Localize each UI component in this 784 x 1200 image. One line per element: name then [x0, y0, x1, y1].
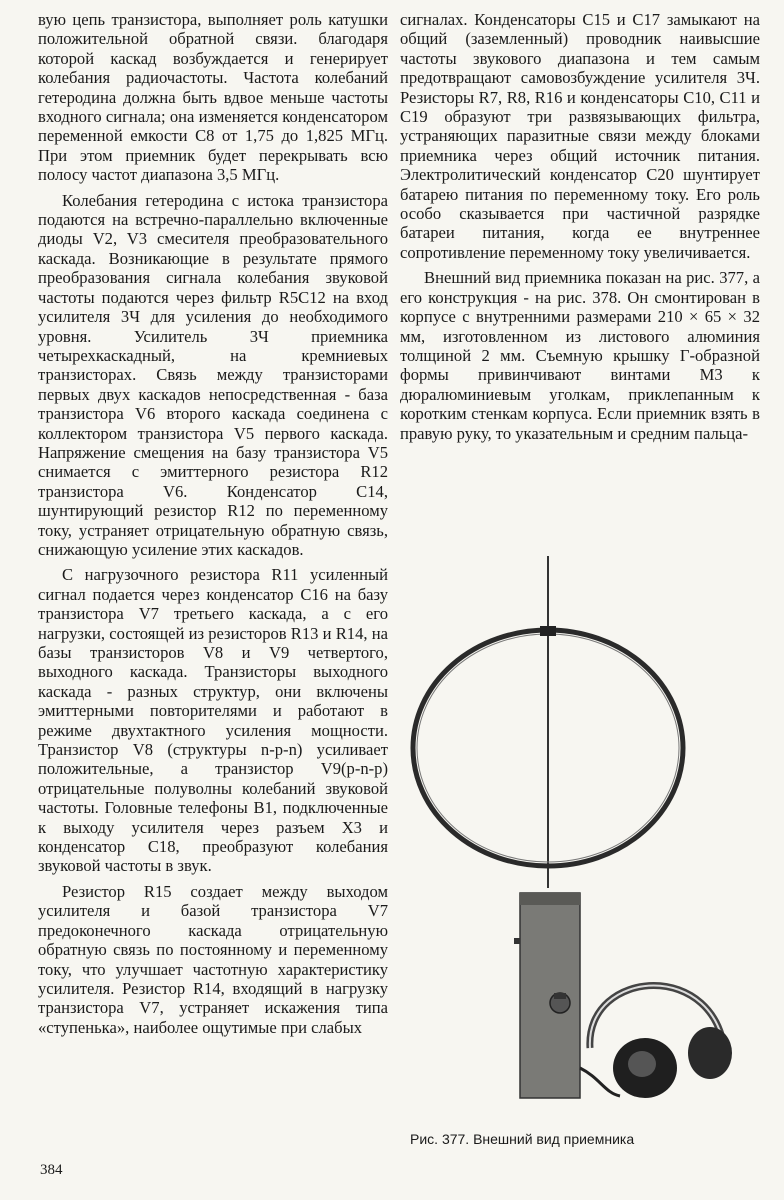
- paragraph: С нагрузочного резистора R11 усиленный сигнал подается через конденсатор С16 на базу транзистора V7 третьего каскада, а с его нагрузки, состоящей из резисторов R13 и R14, на базы транзисторов V8 и V9 четвертого, выходного каскада. Транзисторы выходного каскада - разных структур, они включены эмиттерными повторителями и работают в режиме двухтактного усиления мощности. Транзистор V8 (структуры n-p-n) усиливает положительные, а транзистор V9(p-n-p) отрицательные полуволны колебаний звуковой частоты. Головные телефоны В1, подключенные к выходу усилителя через разъем Х3 и конденсатор С18, преобразуют колебания звуковой частоты в звук.: [38, 565, 388, 876]
- left-column: [38, 10, 388, 1043]
- receiver-illustration: [400, 548, 770, 1123]
- right-column: [400, 10, 760, 449]
- paragraph: Внешний вид приемника показан на рис. 377, а его конструкция - на рис. 378. Он смонтирован в корпусе с внутренними размерами 210 × 65 × 32 мм, изготовленном из листового алюминия толщиной 2 мм. Съемную крышку Г-образной формы привинчивают винтами М3 к дюралюминиевым уголкам, приклепанным к коротким стенкам корпуса. Если приемник взять в правую руку, то указательным и средним пальца-: [400, 268, 760, 443]
- receiver-figure: [400, 548, 770, 1123]
- figure-caption: Рис. 377. Внешний вид приемника: [410, 1131, 635, 1147]
- paragraph: вую цепь транзистора, выполняет роль катушки положительной обратной связи. благодаря которой каскад возбуждается и генерирует колебания радиочастоты. Частота колебаний гетеродина должна быть вдвое меньше частоты входного сигнала; она изменяется конденсатором переменной емкости С8 от 1,75 до 1,825 МГц. При этом приемник будет перекрывать всю полосу частот диапазона 3,5 МГц.: [38, 10, 388, 185]
- paragraph: сигналах. Конденсаторы С15 и С17 замыкают на общий (заземленный) проводник наивысшие частоты звукового диапазона и тем самым предотвращают самовозбуждение усилителя 3Ч. Резисторы R7, R8, R16 и конденсаторы С10, С11 и С19 образуют три развязывающих фильтра, устраняющих паразитные связи между блоками приемника через общий источник питания. Электролитический конденсатор С20 шунтирует батарею питания по переменному току. Его роль особо сказывается при частичной разрядке батареи питания, когда ее внутреннее сопротивление переменному току увеличивается.: [400, 10, 760, 262]
- paragraph: Резистор R15 создает между выходом усилителя и базой транзистора V7 предоконечного каскада отрицательную обратную связь по постоянному и переменному току, что улучшает частотную характеристику усилителя. Резистор R14, входящий в нагрузку транзистора V7, устраняет искажения типа «ступенька», наиболее ощутимые при слабых: [38, 881, 388, 1037]
- paragraph: Колебания гетеродина с истока транзистора подаются на встречно-параллельно включенные диоды V2, V3 смесителя преобразовательного каскада. Возникающие в результате прямого преобразования сигнала колебания звуковой частоты подаются через фильтр R5C12 на вход усилителя 3Ч для усиления до необходимого уровня. Усилитель 3Ч приемника четырехкаскадный, на кремниевых транзисторах. Связь между транзисторами первых двух каскадов непосредственная - база транзистора V6 второго каскада соединена с коллектором транзистора V5 первого каскада. Напряжение смещения на базу транзистора V5 снимается с эмиттерного резистора R12 транзистора V6. Конденсатор С14, шунтирующий резистор R12 по переменному току, устраняет отрицательную обратную связь, снижающую усиление этих каскадов.: [38, 190, 388, 559]
- page-number: 384: [40, 1162, 63, 1178]
